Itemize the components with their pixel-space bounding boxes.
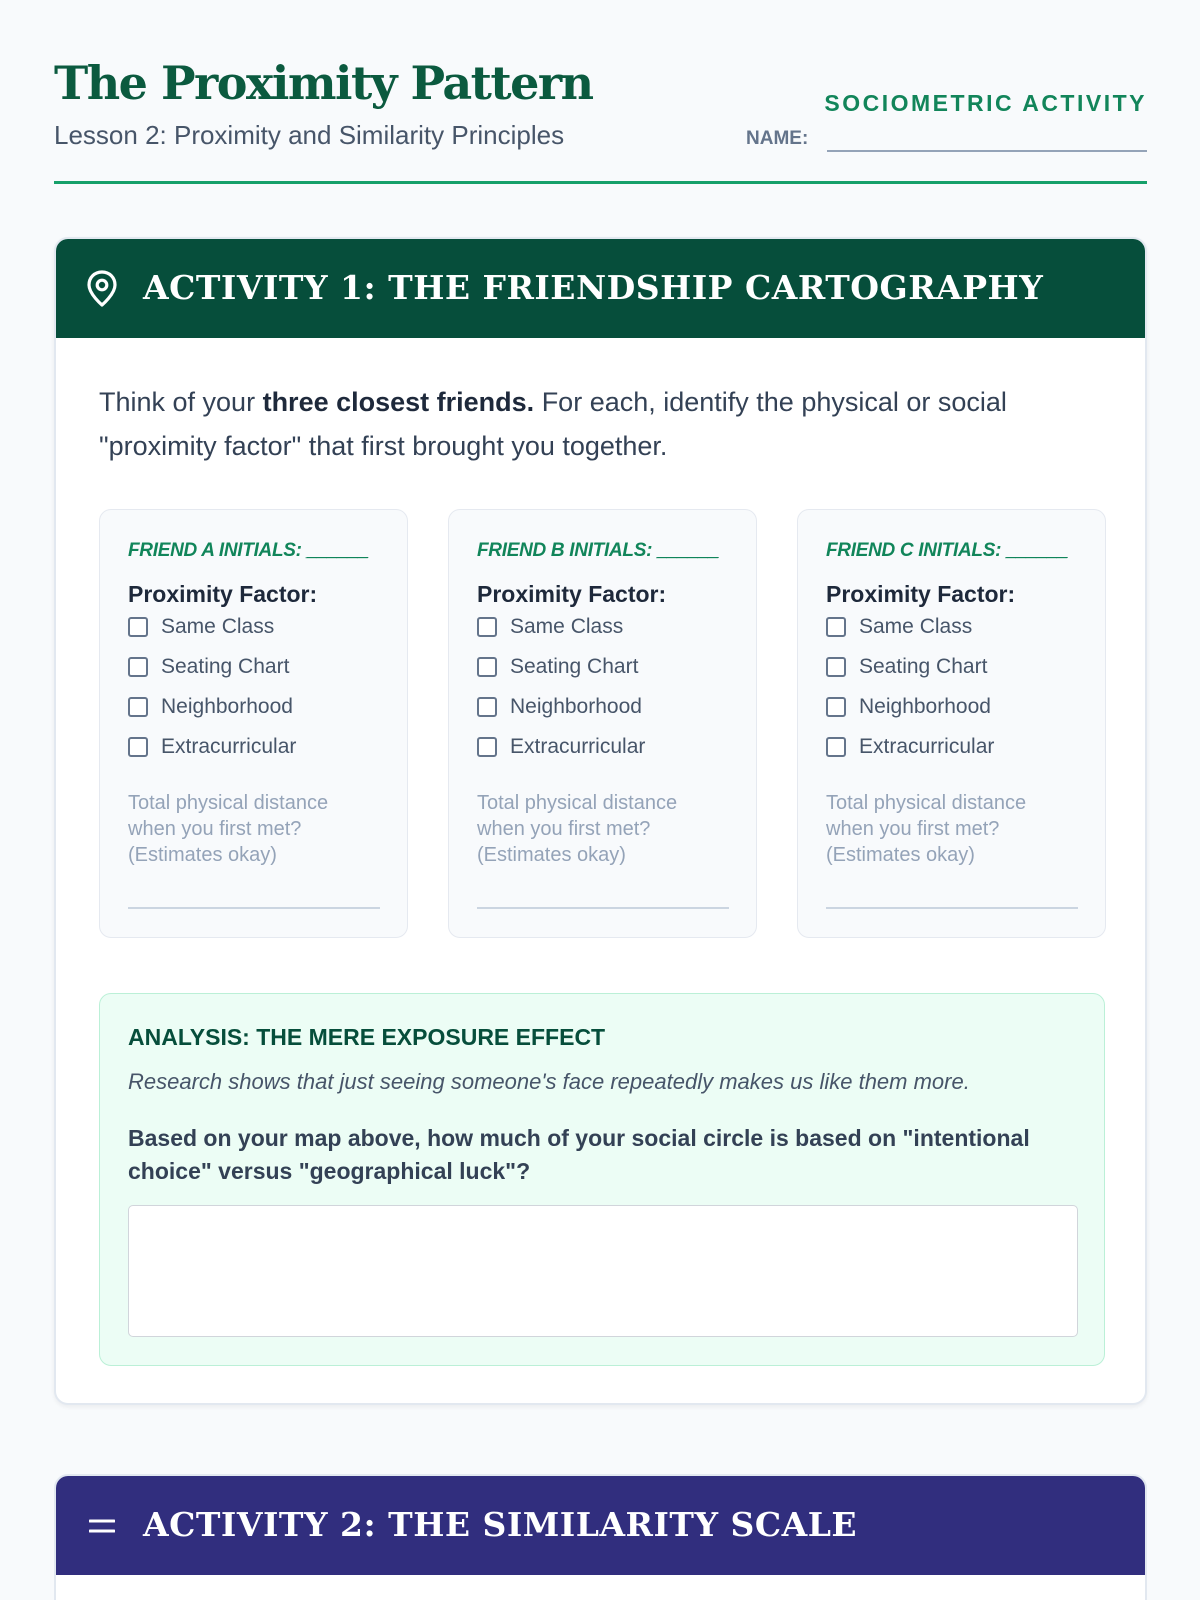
option-neighborhood[interactable]: Neighborhood [826,695,991,719]
checkbox[interactable] [477,657,497,677]
analysis-panel [99,993,1105,1366]
distance-answer-line[interactable] [826,907,1078,909]
option-neighborhood[interactable]: Neighborhood [128,695,293,719]
friend-c-card [797,509,1106,938]
analysis-title: ANALYSIS: THE MERE EXPOSURE EFFECT [128,1024,606,1050]
activity-type-badge: SOCIOMETRIC ACTIVITY [824,90,1147,116]
checkbox[interactable] [826,737,846,757]
distance-prompt: Total physical distance when you first met? (Estimates okay) [826,792,1027,866]
distance-prompt: Total physical distance when you first met? (Estimates okay) [128,792,329,866]
checkbox[interactable] [477,617,497,637]
name-field[interactable] [827,150,1147,152]
checkbox[interactable] [128,697,148,717]
equals-icon [89,1516,115,1536]
analysis-answer-box[interactable] [128,1205,1078,1337]
activity-1-instructions: Think of your three closest friends. For each, identify the physical or social "proximity factor" that first brought you together. [99,387,1007,461]
checkbox[interactable] [826,657,846,677]
friend-b-card [448,509,757,938]
activity-1-title: ACTIVITY 1: THE FRIENDSHIP CARTOGRAPHY [143,268,1044,307]
checkbox[interactable] [128,737,148,757]
friend-initials-label: FRIEND A INITIALS: ______ [128,540,369,561]
option-seating-chart[interactable]: Seating Chart [826,655,987,679]
initials-blank[interactable]: ______ [1006,540,1068,561]
checkbox[interactable] [128,617,148,637]
proximity-factor-label: Proximity Factor: [826,581,1016,607]
page-title: The Proximity Pattern [54,56,593,110]
option-same-class[interactable]: Same Class [477,615,623,639]
checkbox[interactable] [477,737,497,757]
option-same-class[interactable]: Same Class [826,615,972,639]
activity-2-header [56,1476,1145,1575]
checkbox[interactable] [826,617,846,637]
distance-answer-line[interactable] [128,907,380,909]
friend-initials-label: FRIEND B INITIALS: ______ [477,540,719,561]
distance-prompt: Total physical distance when you first met? (Estimates okay) [477,792,678,866]
option-extracurricular[interactable]: Extracurricular [477,735,645,759]
activity-2-card [54,1474,1147,1600]
proximity-factor-label: Proximity Factor: [128,581,318,607]
checkbox[interactable] [826,697,846,717]
checkbox[interactable] [128,657,148,677]
option-neighborhood[interactable]: Neighborhood [477,695,642,719]
initials-blank[interactable]: ______ [657,540,719,561]
option-seating-chart[interactable]: Seating Chart [128,655,289,679]
option-extracurricular[interactable]: Extracurricular [826,735,994,759]
option-extracurricular[interactable]: Extracurricular [128,735,296,759]
friend-initials-label: FRIEND C INITIALS: ______ [826,540,1068,561]
friend-a-card [99,509,408,938]
option-seating-chart[interactable]: Seating Chart [477,655,638,679]
emphasis-text: three closest friends. [262,387,535,417]
worksheet-page [54,0,1147,1544]
analysis-question: Based on your map above, how much of your social circle is based on "intentional choice" versus "geographical luck"? [128,1125,1030,1184]
name-label: NAME: [746,128,809,149]
activity-1-header [56,239,1145,338]
option-same-class[interactable]: Same Class [128,615,274,639]
map-pin-icon [86,270,118,308]
activity-2-title: ACTIVITY 2: THE SIMILARITY SCALE [143,1505,858,1544]
activity-1-card [54,237,1147,1405]
analysis-research-note: Research shows that just seeing someone's face repeatedly makes us like them more. [128,1069,970,1094]
proximity-factor-label: Proximity Factor: [477,581,667,607]
worksheet-header [54,0,1147,184]
page-subtitle: Lesson 2: Proximity and Similarity Principles [54,120,565,150]
checkbox[interactable] [477,697,497,717]
initials-blank[interactable]: ______ [306,540,369,561]
distance-answer-line[interactable] [477,907,729,909]
